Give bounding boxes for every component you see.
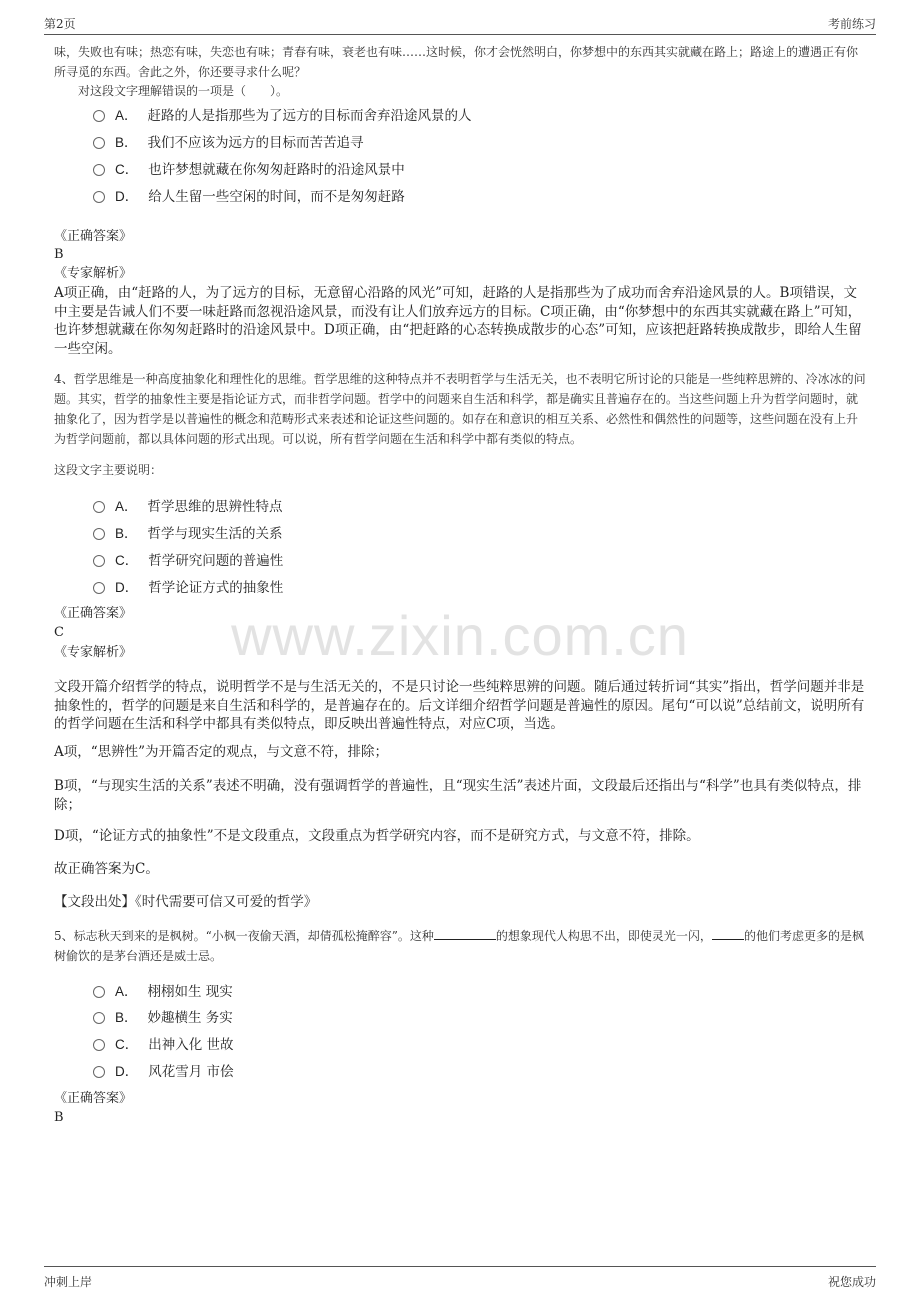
radio-icon[interactable] bbox=[93, 986, 105, 998]
q3-prompt: 对这段文字理解错误的一项是（ ）。 bbox=[78, 84, 289, 98]
page-header bbox=[44, 12, 876, 35]
q3-option-c[interactable]: C． 也许梦想就藏在你匆匆赶路时的沿途风景中 bbox=[93, 157, 405, 179]
footer-right: 祝您成功 bbox=[827, 1275, 876, 1289]
q5-option-a[interactable]: A． 栩栩如生 现实 bbox=[93, 979, 233, 1001]
fill-blank-2[interactable] bbox=[712, 927, 744, 940]
q4-analysis-para-1: 文段开篇介绍哲学的特点，说明哲学不是与生活无关的，不是只讨论一些纯粹思辨的问题。随后通过转折词“其实”指出，哲学问题并非是抽象性的，哲学的问题是来自生活和科学的，是普遍存在的。后文详细介绍哲学问题是普遍性的原因。尾句“可以说”总结前文，说明所有的哲学问题在生活和科学中都具有类似特点，即反映出普遍性特点，对应C项，当选。 bbox=[54, 679, 865, 732]
radio-icon[interactable] bbox=[93, 164, 105, 176]
fill-blank-1[interactable] bbox=[434, 927, 496, 940]
radio-icon[interactable] bbox=[93, 555, 105, 567]
q4-passage: 4、哲学思维是一种高度抽象化和理性化的思维。哲学思维的这种特点并不表明哲学与生活无关，也不表明它所讨论的只能是一些纯粹思辨的、冷冰冰的问题。其实，哲学的抽象性主要是指论证方式，而非哲学问题。哲学中的问题来自生活和科学，都是确实且普遍存在的。当这些问题上升为哲学问题时，就抽象化了，因为哲学是以普遍性的概念和范畴形式来表述和论证这些问题的。如存在和意识的相互关系、必然性和偶然性的问题等，这些问题在没有上升为哲学问题前，都以具体问题的形式出现。可以说，所有哲学问题在生活和科学中都有类似的特点。 bbox=[54, 372, 866, 446]
q3-passage: 味，失败也有味；热恋有味，失恋也有味；青春有味，衰老也有味……这时候，你才会恍然明白，你梦想中的东西其实就藏在路上；路途上的遭遇正有你所寻觅的东西。舍此之外，你还要寻求什么呢？ bbox=[54, 45, 859, 79]
header-title: 考前练习 bbox=[827, 17, 876, 31]
q3-option-d[interactable]: D． 给人生留一些空闲的时间，而不是匆匆赶路 bbox=[93, 184, 405, 206]
q5-option-c[interactable]: C． 出神入化 世故 bbox=[93, 1032, 234, 1054]
footer-left: 冲刺上岸 bbox=[44, 1275, 93, 1289]
q3-option-a[interactable]: A． 赶路的人是指那些为了远方的目标而舍弃沿途风景的人 bbox=[93, 103, 472, 125]
page-number: 第2页 bbox=[44, 17, 76, 31]
q4-option-d[interactable]: D． 哲学论证方式的抽象性 bbox=[93, 575, 283, 597]
q4-option-b[interactable]: B． 哲学与现实生活的关系 bbox=[93, 521, 283, 543]
q5-answer: B bbox=[54, 1110, 64, 1125]
q5-option-d[interactable]: D． 风花雪月 市侩 bbox=[93, 1059, 234, 1081]
radio-icon[interactable] bbox=[93, 528, 105, 540]
radio-icon[interactable] bbox=[93, 191, 105, 203]
q4-analysis-para-2: A项，“思辨性”为开篇否定的观点，与文意不符，排除； bbox=[54, 744, 389, 760]
q4-answer-label: 《正确答案》 bbox=[54, 606, 133, 621]
radio-icon[interactable] bbox=[93, 1066, 105, 1078]
q4-analysis-para-3: B项，“与现实生活的关系”表述不明确，没有强调哲学的普遍性，且“现实生活”表述片面，文段最后还指出与“科学”也具有类似特点，排除； bbox=[54, 778, 862, 813]
radio-icon[interactable] bbox=[93, 110, 105, 122]
q4-answer: C bbox=[54, 625, 64, 640]
q3-answer: B bbox=[54, 247, 64, 262]
q4-analysis-para-5: 故正确答案为C。 bbox=[54, 861, 159, 877]
q3-analysis: A项正确，由“赶路的人，为了远方的目标，无意留心沿路的风光”可知，赶路的人是指那些为了成功而舍弃沿途风景的人。B项错误，文中主要是告诫人们不要一味赶路而忽视沿途风景，而没有让人们放弃远方的目标。C项正确，由“你梦想中的东西其实就藏在路上”可知，也许梦想就藏在你匆匆赶路时的沿途风景中。D项正确，由“把赶路的心态转换成散步的心态”可知，应该把赶路转换成散步，即给人生留一些空闲。 bbox=[54, 285, 862, 357]
page-footer bbox=[44, 1266, 876, 1293]
q5-option-b[interactable]: B． 妙趣横生 务实 bbox=[93, 1005, 233, 1027]
q3-analysis-label: 《专家解析》 bbox=[54, 266, 133, 281]
radio-icon[interactable] bbox=[93, 1012, 105, 1024]
q3-answer-label: 《正确答案》 bbox=[54, 229, 133, 244]
radio-icon[interactable] bbox=[93, 501, 105, 513]
q5-passage: 5、标志秋天到来的是枫树。“小枫一夜偷天酒，却倩孤松掩醉容”。这种 的想象现代人构思不出，即使灵光一闪， 的他们考虑更多的是枫树偷饮的是茅台酒还是威士忌。 bbox=[54, 929, 864, 963]
q4-option-a[interactable]: A． 哲学思维的思辨性特点 bbox=[93, 494, 283, 516]
watermark: www.zixin.com.cn bbox=[231, 604, 689, 667]
radio-icon[interactable] bbox=[93, 137, 105, 149]
q4-analysis-para-4: D项，“论证方式的抽象性”不是文段重点，文段重点为哲学研究内容，而不是研究方式，与文意不符，排除。 bbox=[54, 828, 700, 844]
q4-source: 【文段出处】《时代需要可信又可爱的哲学》 bbox=[54, 894, 318, 910]
q5-answer-label: 《正确答案》 bbox=[54, 1091, 133, 1106]
radio-icon[interactable] bbox=[93, 1039, 105, 1051]
radio-icon[interactable] bbox=[93, 582, 105, 594]
q3-option-b[interactable]: B． 我们不应该为远方的目标而苦苦追寻 bbox=[93, 130, 364, 152]
q4-prompt: 这段文字主要说明： bbox=[54, 463, 163, 477]
q4-analysis-label: 《专家解析》 bbox=[54, 645, 133, 660]
q4-option-c[interactable]: C． 哲学研究问题的普遍性 bbox=[93, 548, 283, 570]
